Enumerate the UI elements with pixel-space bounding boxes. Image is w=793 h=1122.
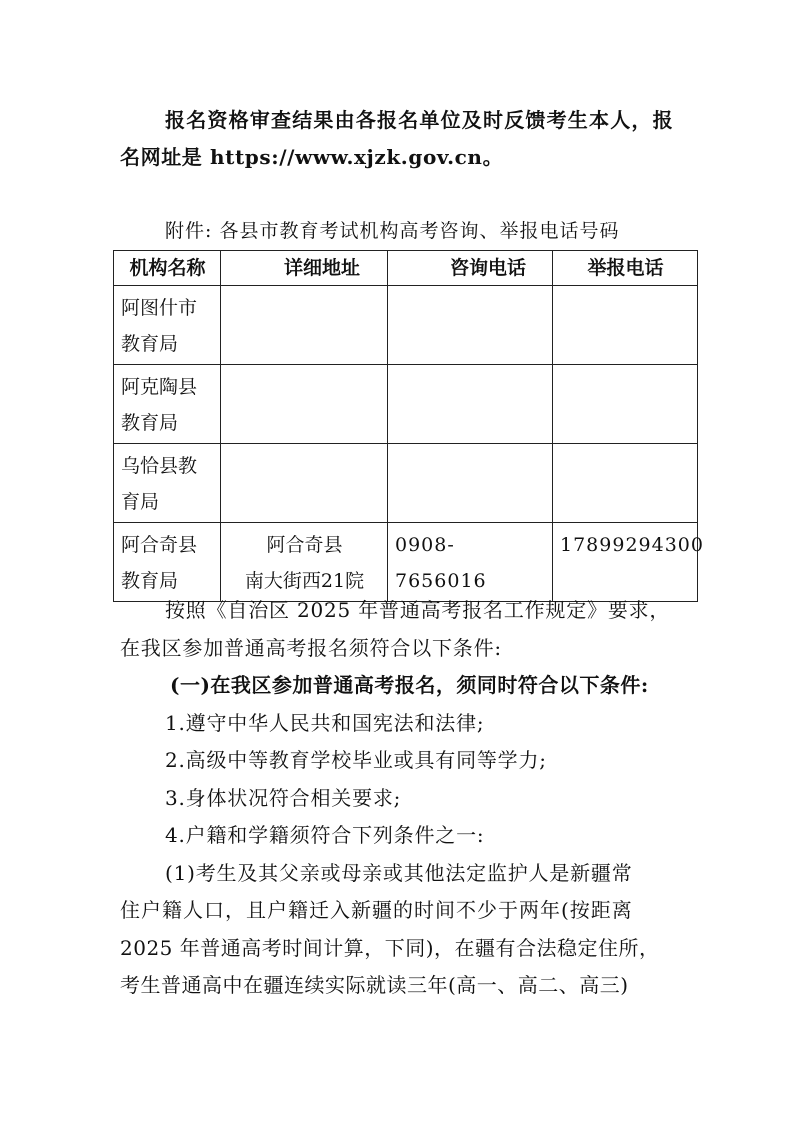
consult-phone-cell: [388, 365, 553, 444]
consult-phone-cell: [388, 444, 553, 523]
institution-name-line: 育局: [121, 491, 160, 513]
header-address: 详细地址: [221, 251, 388, 286]
sub-item-1-line-4: 考生普通高中在疆连续实际就读三年(高一、高二、高三): [120, 973, 629, 997]
list-item-2: 2.高级中等教育学校毕业或具有同等学力;: [165, 748, 547, 772]
sub-item-1-line-3: 2025 年普通高考时间计算，下同)，在疆有合法稳定住所，: [120, 936, 660, 960]
report-phone-cell: [553, 286, 698, 365]
institution-name-cell: [114, 444, 221, 523]
intro-line-2-registration-url: 名网址是 https://www.xjzk.gov.cn。: [120, 145, 504, 169]
institution-name-cell: [114, 523, 221, 602]
institution-name-line: 乌恰县教: [121, 455, 198, 477]
contact-table: [113, 250, 704, 602]
intro-line-1: 报名资格审查结果由各报名单位及时反馈考生本人，报: [165, 108, 674, 132]
address-cell: [221, 286, 388, 365]
paragraph-conditions-intro: 在我区参加普通高考报名须符合以下条件:: [120, 636, 502, 660]
table-row: [114, 365, 698, 444]
sub-item-1-line-1: (1)考生及其父亲或母亲或其他法定监护人是新疆常: [165, 861, 633, 885]
table-row: [114, 286, 698, 365]
institution-name-line: 教育局: [121, 412, 179, 434]
address-cell: [221, 444, 388, 523]
list-item-1: 1.遵守中华人民共和国宪法和法律;: [165, 711, 485, 735]
report-phone-cell: [553, 444, 698, 523]
table-row: [114, 444, 698, 523]
address-line: 南大街西21院: [244, 570, 365, 592]
institution-name-line: 阿图什市: [121, 297, 198, 319]
institution-name-cell: [114, 365, 221, 444]
list-item-3: 3.身体状况符合相关要求;: [165, 786, 402, 810]
institution-name-line: 教育局: [121, 333, 179, 355]
institution-name-cell: [114, 286, 221, 365]
header-institution-name: 机构名称: [114, 251, 221, 286]
institution-name-line: 阿合奇县: [121, 534, 198, 556]
sub-item-1-line-2: 住户籍人口，且户籍迁入新疆的时间不少于两年(按距离: [120, 898, 633, 922]
consult-phone-cell: [388, 286, 553, 365]
address-cell: [221, 523, 388, 602]
paragraph-regulation-reference: 按照《自治区 2025 年普通高考报名工作规定》要求，: [165, 598, 671, 622]
header-consult-phone: 咨询电话: [388, 251, 553, 286]
table-row: [114, 523, 698, 602]
attachment-title: 附件: 各县市教育考试机构高考咨询、举报电话号码: [165, 220, 620, 242]
institution-name-line: 教育局: [121, 570, 179, 592]
consult-phone-cell: 0908-7656016: [388, 523, 553, 602]
report-phone-cell: [553, 365, 698, 444]
institution-name-line: 阿克陶县: [121, 376, 198, 398]
address-cell: [221, 365, 388, 444]
address-line: 阿合奇县: [266, 534, 343, 556]
list-item-4: 4.户籍和学籍须符合下列条件之一:: [165, 823, 485, 847]
table-header-row: [114, 251, 698, 286]
header-report-phone: 举报电话: [553, 251, 698, 286]
report-phone-cell: 17899294300: [553, 523, 698, 602]
section-heading-1: (一)在我区参加普通高考报名，须同时符合以下条件:: [170, 673, 649, 697]
